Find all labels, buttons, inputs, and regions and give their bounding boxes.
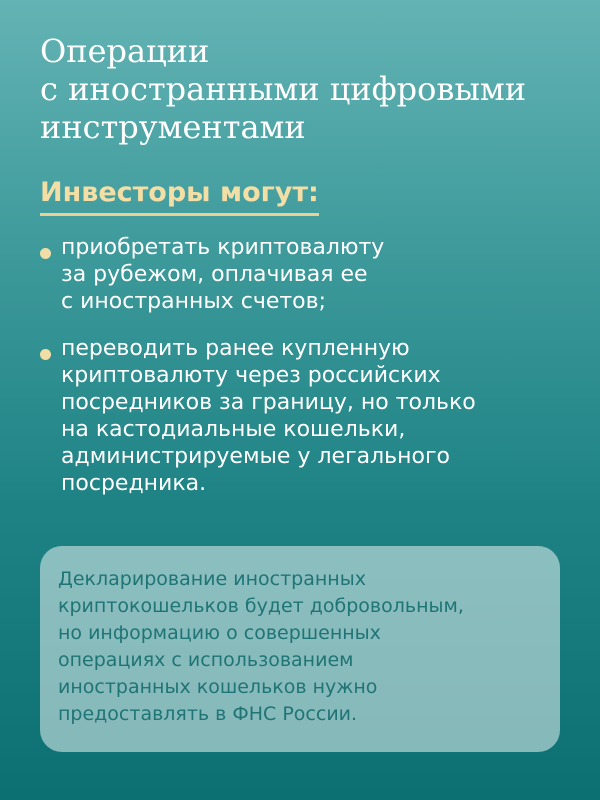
note-line: предоставлять в ФНС России.: [58, 703, 358, 725]
section-heading: Инвесторы могут:: [40, 176, 319, 216]
note-line: Декларирование иностранных: [58, 568, 366, 590]
bullet-line: администрируемые у легального: [61, 444, 450, 469]
title-line: инструментами: [40, 108, 306, 146]
bullet-item: [40, 335, 580, 497]
bullet-line: посредников за границу, но только: [61, 390, 476, 415]
bullet-line: посредника.: [61, 471, 207, 496]
title-line: с иностранными цифровыми: [40, 70, 527, 108]
bullet-line: переводить ранее купленную: [61, 336, 410, 361]
page-title: [40, 32, 580, 146]
note-line: криптокошельков будет добровольным,: [58, 595, 464, 617]
note-line: операциях с использованием: [58, 649, 354, 671]
note-line: но информацию о совершенных: [58, 622, 381, 644]
bullet-item: [40, 234, 580, 315]
note-line: иностранных кошельков нужно: [58, 676, 378, 698]
info-note-box: [40, 546, 560, 752]
bullet-line: за рубежом, оплачивая ее: [61, 262, 368, 287]
bullet-line: приобретать криптовалюту: [61, 235, 385, 260]
bullet-line: криптовалюту через российских: [61, 363, 441, 388]
title-line: Операции: [40, 32, 210, 70]
bullet-list: [40, 234, 580, 517]
bullet-line: с иностранных счетов;: [61, 289, 327, 314]
bullet-dot-icon: [40, 349, 51, 360]
bullet-dot-icon: [40, 248, 51, 259]
bullet-line: на кастодиальные кошельки,: [61, 417, 406, 442]
